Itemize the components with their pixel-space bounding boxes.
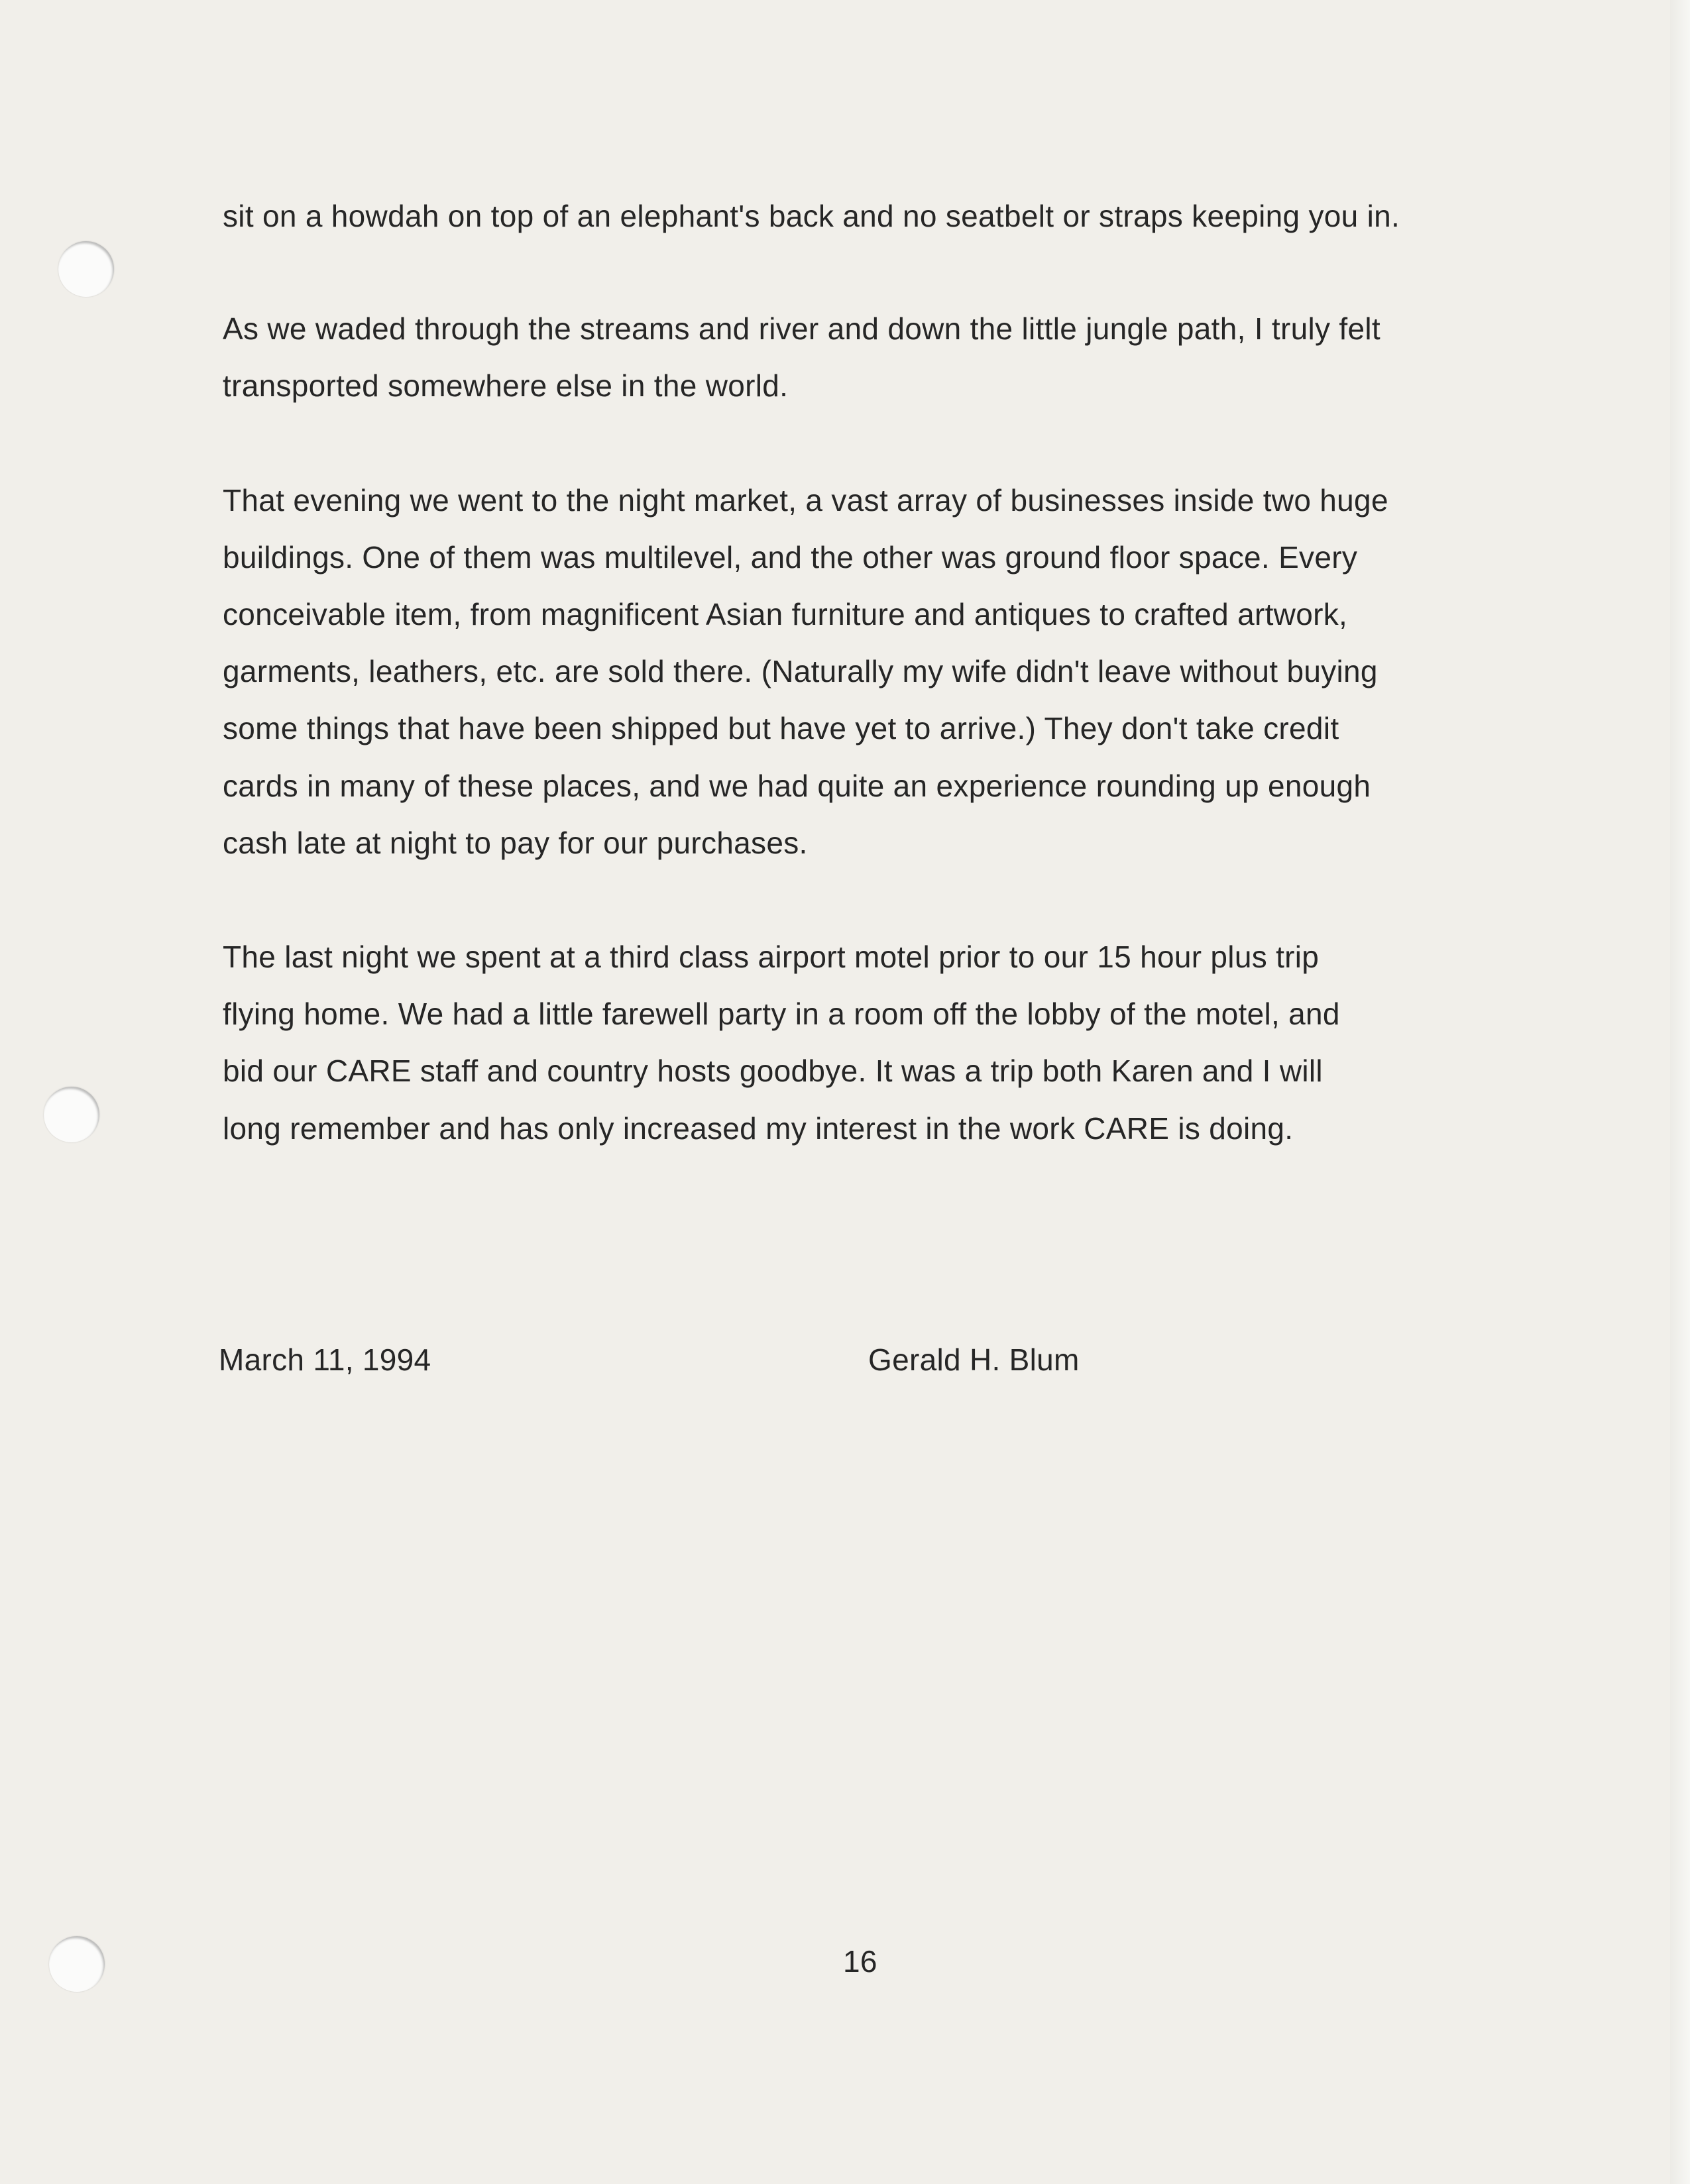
text-line: cards in many of these places, and we had quite an experience rounding up enough: [223, 769, 1371, 803]
page-edge: [1670, 0, 1690, 2184]
text-line: cash late at night to pay for our purchases.: [223, 826, 808, 860]
text-line: flying home. We had a little farewell party in a room off the lobby of the motel, and: [223, 997, 1340, 1031]
text-line: That evening we went to the night market, a vast array of businesses inside two huge: [223, 483, 1388, 518]
punch-hole: [44, 1087, 99, 1142]
punch-hole: [49, 1936, 105, 1992]
text-line: long remember and has only increased my interest in the work CARE is doing.: [223, 1111, 1294, 1146]
signature-name: Gerald H. Blum: [868, 1342, 1080, 1377]
page-number: 16: [843, 1944, 877, 1979]
text-line: garments, leathers, etc. are sold there. (Naturally my wife didn't leave without buying: [223, 654, 1378, 688]
text-line: buildings. One of them was multilevel, and the other was ground floor space. Every: [223, 540, 1358, 574]
date: March 11, 1994: [219, 1342, 431, 1377]
text-line: some things that have been shipped but have yet to arrive.) They don't take credit: [223, 711, 1339, 745]
text-line: transported somewhere else in the world.: [223, 368, 789, 403]
text-line: sit on a howdah on top of an elephant's back and no seatbelt or straps keeping you in.: [223, 199, 1400, 233]
text-line: bid our CARE staff and country hosts goodbye. It was a trip both Karen and I will: [223, 1054, 1323, 1088]
text-line: The last night we spent at a third class airport motel prior to our 15 hour plus trip: [223, 940, 1320, 974]
text-line: conceivable item, from magnificent Asian furniture and antiques to crafted artwork,: [223, 597, 1348, 631]
punch-hole: [58, 241, 114, 297]
text-line: As we waded through the streams and river and down the little jungle path, I truly felt: [223, 311, 1380, 346]
